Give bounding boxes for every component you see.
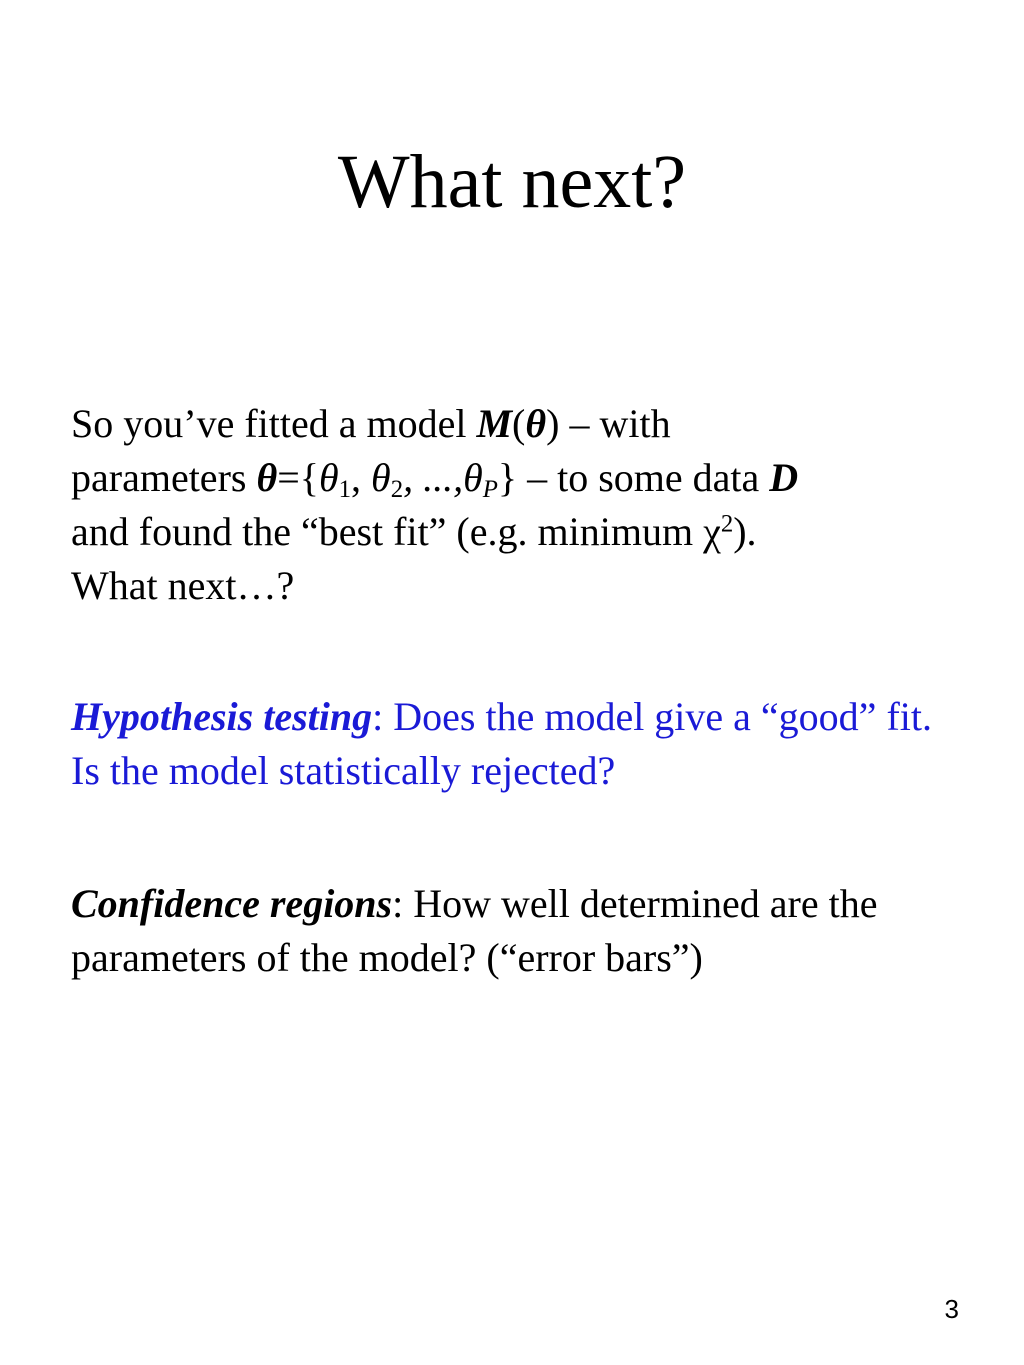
subscript-2: 2: [390, 476, 404, 504]
subscript-p: P: [482, 476, 498, 504]
comma: ,: [351, 455, 372, 500]
intro-text: } – to some data: [497, 455, 770, 500]
intro-text: ).: [733, 509, 757, 554]
confidence-text: : How well determined are the parameters of the model? (“error bars”): [71, 881, 878, 980]
hypothesis-text: : Does the model give a “good” fit. Is the model statistically rejected?: [71, 694, 932, 793]
confidence-paragraph: [71, 877, 951, 985]
intro-text: and found the “best fit” (e.g. minimum χ: [71, 509, 721, 554]
ellipsis: , ...,: [403, 455, 464, 500]
hypothesis-paragraph: [71, 690, 951, 798]
theta-vector-symbol: θ: [525, 401, 547, 446]
intro-text: So you’ve fitted a model: [71, 401, 477, 446]
intro-text: parameters: [71, 455, 257, 500]
theta-vector-symbol: θ: [256, 455, 278, 500]
data-symbol: D: [769, 455, 799, 500]
intro-paragraph: [71, 397, 951, 613]
superscript-2: 2: [720, 510, 734, 538]
hypothesis-term: Hypothesis testing: [71, 694, 373, 739]
theta-2-symbol: θ: [371, 455, 391, 500]
intro-text: What next…?: [71, 563, 295, 608]
intro-text: ) – with: [546, 401, 671, 446]
open-paren: (: [512, 401, 526, 446]
equals-brace: ={: [277, 455, 319, 500]
theta-1-symbol: θ: [318, 455, 339, 500]
theta-p-symbol: θ: [463, 455, 483, 500]
page-number: 3: [944, 1294, 959, 1324]
subscript-1: 1: [338, 476, 352, 504]
confidence-term: Confidence regions: [71, 881, 393, 926]
model-symbol: M: [476, 401, 513, 446]
slide-title: What next?: [337, 140, 687, 224]
